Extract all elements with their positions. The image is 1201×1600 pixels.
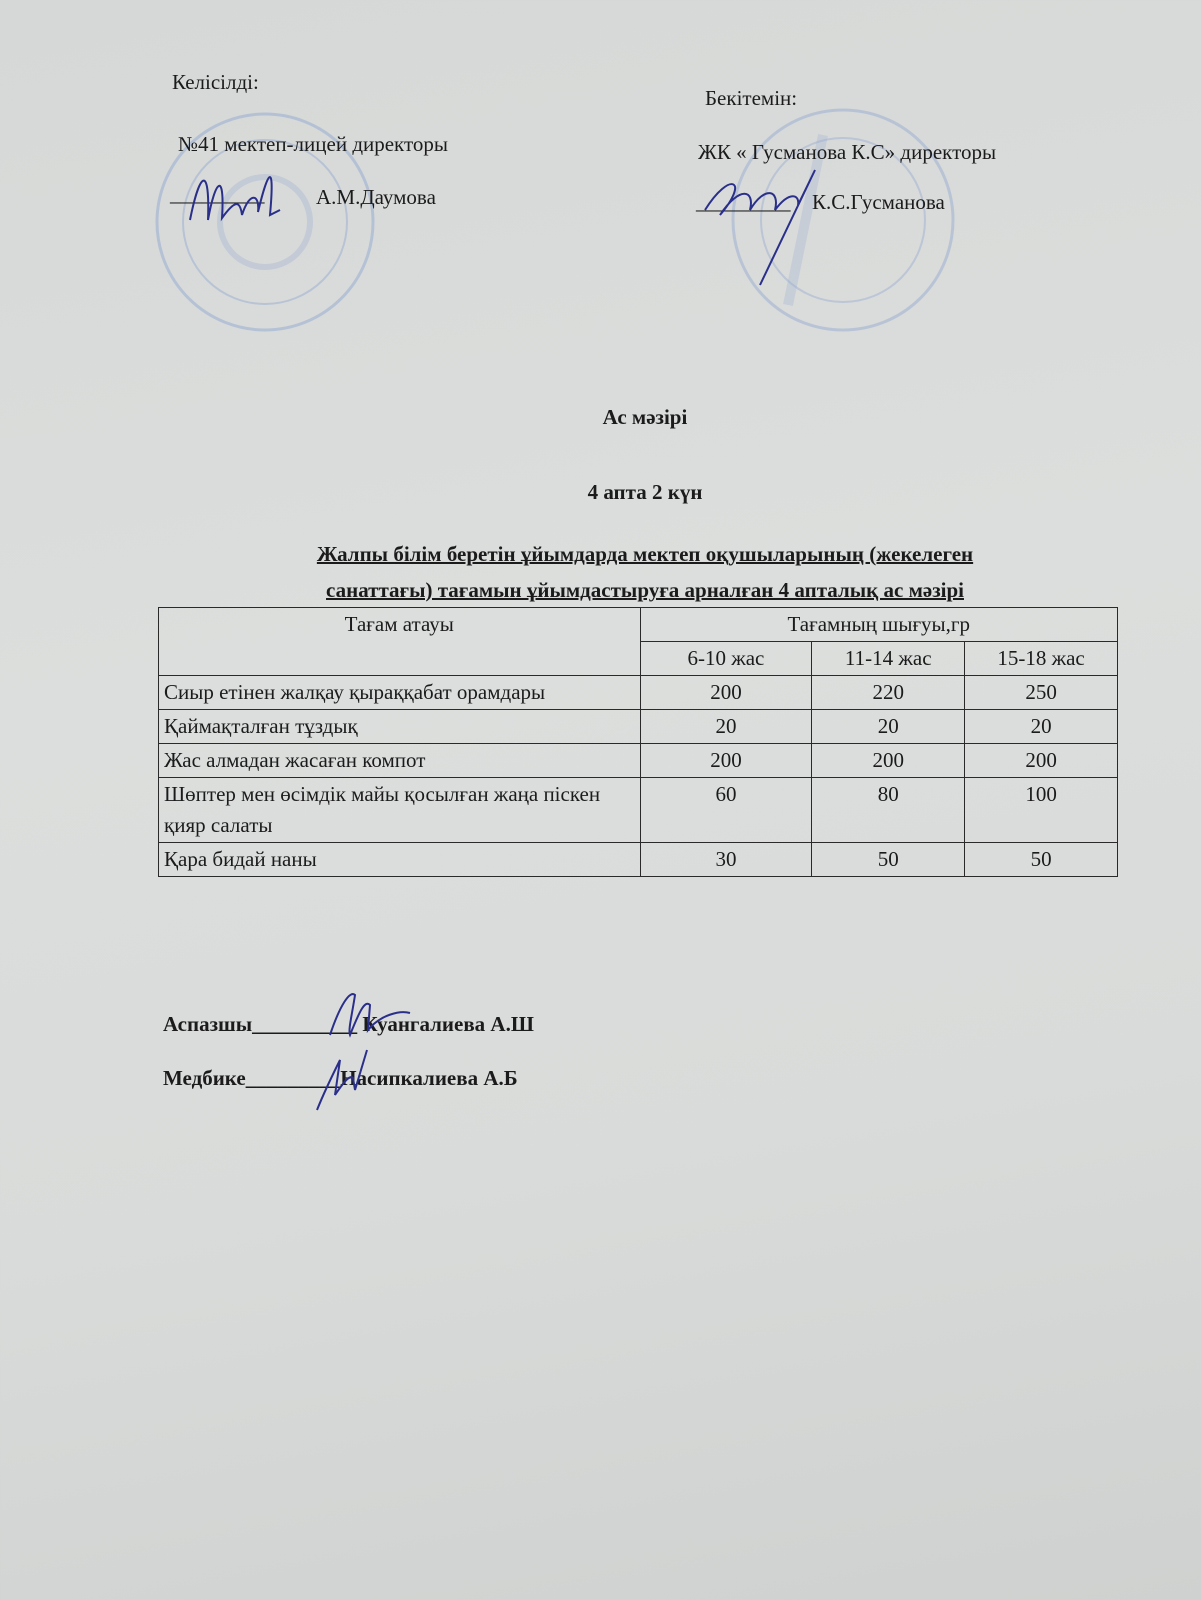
table-row <box>159 843 1118 877</box>
left-signature-line: _________ <box>170 182 265 206</box>
left-director-name: А.М.Даумова <box>316 185 436 209</box>
right-director-name: К.С.Гусманова <box>812 190 945 214</box>
approved-label: Бекітемін: <box>705 86 798 110</box>
left-signature <box>180 160 290 240</box>
portion-6-10: 30 <box>640 843 812 877</box>
header-dish-name: Тағам атауы <box>159 608 641 676</box>
nurse-role: Медбике <box>163 1066 246 1090</box>
cook-signature-line: __________ <box>252 1012 358 1036</box>
portion-15-18: 20 <box>965 710 1118 744</box>
portion-6-10: 60 <box>640 778 812 843</box>
table-row <box>159 710 1118 744</box>
header-age-11-14: 11-14 жас <box>812 642 965 676</box>
menu-subtitle: 4 апта 2 күн <box>587 480 703 504</box>
cook-name: Куангалиева А.Ш <box>362 1012 534 1036</box>
dish-name: Қара бидай наны <box>159 843 641 877</box>
cook-signature <box>310 985 420 1045</box>
table-row <box>159 778 1118 843</box>
portion-11-14: 80 <box>812 778 965 843</box>
menu-table <box>158 607 1118 877</box>
portion-15-18: 50 <box>965 843 1118 877</box>
nurse-signature-line: _________ <box>245 1066 341 1090</box>
table-row <box>159 676 1118 710</box>
table-row <box>159 744 1118 778</box>
company-director-position: ЖК « Гусманова К.С» директоры <box>698 140 997 164</box>
portion-11-14: 50 <box>812 843 965 877</box>
right-signature-line: _________ <box>696 190 791 214</box>
dish-name: Жас алмадан жасаған компот <box>159 744 641 778</box>
portion-15-18: 100 <box>965 778 1118 843</box>
header-age-6-10: 6-10 жас <box>640 642 812 676</box>
nurse-name: Насипкалиева А.Б <box>340 1066 518 1090</box>
portion-6-10: 200 <box>640 676 812 710</box>
portion-15-18: 250 <box>965 676 1118 710</box>
portion-15-18: 200 <box>965 744 1118 778</box>
cook-role: Аспазшы <box>163 1012 253 1036</box>
dish-name: Қаймақталған тұздық <box>159 710 641 744</box>
header-output: Тағамның шығуы,гр <box>640 608 1117 642</box>
header-age-15-18: 15-18 жас <box>965 642 1118 676</box>
dish-name: Шөптер мен өсімдік майы қосылған жаңа піскен қияр салаты <box>159 778 641 843</box>
menu-heading-line-2: санаттағы) тағамын ұйымдастыруға арналған 4 апталық ас мәзірі <box>326 578 964 602</box>
menu-heading-line-1: Жалпы білім беретін ұйымдарда мектеп оқушыларының (жекелеген <box>316 542 974 566</box>
menu-title: Ас мәзірі <box>602 405 688 429</box>
portion-6-10: 20 <box>640 710 812 744</box>
portion-11-14: 220 <box>812 676 965 710</box>
portion-11-14: 200 <box>812 744 965 778</box>
nurse-signature <box>305 1040 385 1115</box>
dish-name: Сиыр етінен жалқау қыраққабат орамдары <box>159 676 641 710</box>
school-director-position: №41 мектеп-лицей директоры <box>178 132 448 156</box>
portion-11-14: 20 <box>812 710 965 744</box>
portion-6-10: 200 <box>640 744 812 778</box>
right-signature <box>690 160 850 290</box>
agreed-label: Келісілді: <box>172 70 259 94</box>
